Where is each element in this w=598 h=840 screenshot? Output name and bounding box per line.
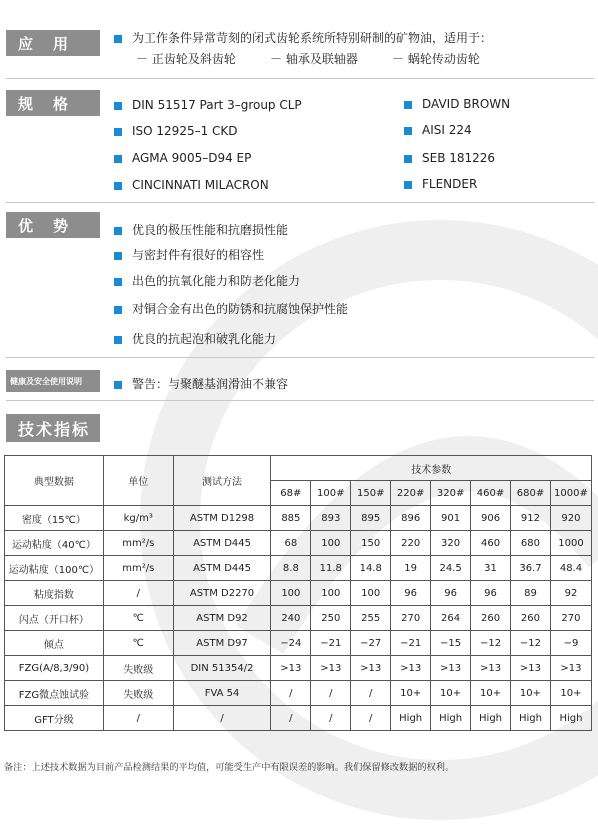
- value-cell: High: [471, 706, 511, 731]
- value-cell: 901: [431, 506, 471, 531]
- grade-header: 220#: [391, 481, 431, 506]
- value-cell: 250: [311, 606, 351, 631]
- value-cell: 895: [351, 506, 391, 531]
- value-cell: /: [311, 706, 351, 731]
- value-cell: 100: [271, 581, 311, 606]
- value-cell: 24.5: [431, 556, 471, 581]
- value-cell: 240: [271, 606, 311, 631]
- advantage-item: 与密封件有很好的相容性: [114, 246, 264, 263]
- spec-item: CINCINNATI MILACRON: [114, 178, 269, 192]
- spec-item: AISI 224: [404, 123, 472, 137]
- table-body: [5, 506, 592, 731]
- row-unit: ℃: [103, 631, 173, 656]
- row-unit: mm²/s: [103, 531, 173, 556]
- advantage-item: 优良的抗起泡和破乳化能力: [114, 330, 276, 347]
- row-unit: 失败级: [103, 681, 173, 706]
- value-cell: >13: [391, 656, 431, 681]
- grade-header: 680#: [511, 481, 551, 506]
- bullet-square-icon: [404, 155, 412, 163]
- value-cell: 1000: [550, 531, 591, 556]
- value-cell: −12: [471, 631, 511, 656]
- bullet-square-icon: [114, 336, 122, 344]
- value-cell: High: [511, 706, 551, 731]
- value-cell: −9: [550, 631, 591, 656]
- row-unit: ℃: [103, 606, 173, 631]
- grade-header: 1000#: [550, 481, 591, 506]
- value-cell: 100: [311, 531, 351, 556]
- row-method: ASTM D445: [173, 531, 271, 556]
- bullet-square-icon: [114, 252, 122, 260]
- value-cell: 14.8: [351, 556, 391, 581]
- table-row: [5, 531, 592, 556]
- value-cell: High: [431, 706, 471, 731]
- table-row: [5, 706, 592, 731]
- bullet-square-icon: [114, 35, 122, 43]
- value-cell: 260: [511, 606, 551, 631]
- value-cell: 11.8: [311, 556, 351, 581]
- spec-item: SEB 181226: [404, 151, 495, 165]
- safety-warning: 警告：与聚醚基润滑油不兼容: [114, 375, 288, 392]
- row-unit: 失败级: [103, 656, 173, 681]
- value-cell: 89: [511, 581, 551, 606]
- value-cell: >13: [271, 656, 311, 681]
- advantage-item: 对铜合金有出色的防锈和抗腐蚀保护性能: [114, 300, 348, 317]
- value-cell: 896: [391, 506, 431, 531]
- row-method: DIN 51354/2: [173, 656, 271, 681]
- section-header-tech: 技术指标: [6, 414, 100, 442]
- grade-header: 68#: [271, 481, 311, 506]
- value-cell: 920: [550, 506, 591, 531]
- use-item: － 正齿轮及斜齿轮: [136, 52, 236, 66]
- footnote: 备注：上述技术数据为目前产品检测结果的平均值，可能受生产中有限误差的影响。我们保留修改数据的权利。: [4, 762, 455, 773]
- spec-item: FLENDER: [404, 177, 477, 191]
- table-row: [5, 631, 592, 656]
- value-cell: 150: [351, 531, 391, 556]
- row-method: ASTM D92: [173, 606, 271, 631]
- value-cell: −15: [431, 631, 471, 656]
- section-header-specs: 规格: [6, 90, 100, 116]
- row-label: 运动粘度（100℃）: [5, 556, 104, 581]
- value-cell: 48.4: [550, 556, 591, 581]
- value-cell: 96: [471, 581, 511, 606]
- bullet-square-icon: [114, 155, 122, 163]
- row-label: 倾点: [5, 631, 104, 656]
- table-row: [5, 606, 592, 631]
- value-cell: 10+: [511, 681, 551, 706]
- spec-item: ISO 12925–1 CKD: [114, 124, 238, 138]
- bullet-square-icon: [404, 127, 412, 135]
- use-item: － 轴承及联轴器: [270, 52, 358, 66]
- value-cell: High: [550, 706, 591, 731]
- value-cell: −21: [311, 631, 351, 656]
- bullet-square-icon: [114, 102, 122, 110]
- row-label: 闪点（开口杯）: [5, 606, 104, 631]
- table-row: [5, 556, 592, 581]
- value-cell: /: [271, 681, 311, 706]
- value-cell: >13: [511, 656, 551, 681]
- table-row: [5, 506, 592, 531]
- value-cell: /: [271, 706, 311, 731]
- spec-item: AGMA 9005–D94 EP: [114, 151, 251, 165]
- value-cell: 10+: [391, 681, 431, 706]
- value-cell: >13: [431, 656, 471, 681]
- section-header-safety: 健康及安全使用说明: [6, 370, 100, 392]
- value-cell: −12: [511, 631, 551, 656]
- row-method: ASTM D445: [173, 556, 271, 581]
- value-cell: 100: [351, 581, 391, 606]
- bullet-square-icon: [404, 181, 412, 189]
- divider: [6, 202, 594, 203]
- bullet-square-icon: [114, 306, 122, 314]
- value-cell: /: [351, 706, 391, 731]
- value-cell: >13: [550, 656, 591, 681]
- value-cell: −24: [271, 631, 311, 656]
- value-cell: >13: [471, 656, 511, 681]
- row-method: ASTM D97: [173, 631, 271, 656]
- row-label: 密度（15℃）: [5, 506, 104, 531]
- tech-spec-table: [4, 455, 592, 731]
- value-cell: 96: [391, 581, 431, 606]
- table-row: [5, 656, 592, 681]
- value-cell: 255: [351, 606, 391, 631]
- spec-item: DIN 51517 Part 3–group CLP: [114, 98, 302, 112]
- value-cell: −21: [391, 631, 431, 656]
- divider: [6, 78, 594, 79]
- value-cell: 100: [311, 581, 351, 606]
- bullet-square-icon: [404, 101, 412, 109]
- bullet-square-icon: [114, 128, 122, 136]
- value-cell: >13: [351, 656, 391, 681]
- advantage-item: 出色的抗氧化能力和防老化能力: [114, 272, 300, 289]
- row-unit: /: [103, 581, 173, 606]
- divider: [6, 357, 594, 358]
- value-cell: −27: [351, 631, 391, 656]
- row-method: ASTM D2270: [173, 581, 271, 606]
- col-header-unit: 单位: [103, 456, 173, 506]
- value-cell: 260: [471, 606, 511, 631]
- value-cell: 220: [391, 531, 431, 556]
- row-label: GFT分级: [5, 706, 104, 731]
- value-cell: 36.7: [511, 556, 551, 581]
- row-unit: /: [103, 706, 173, 731]
- bullet-square-icon: [114, 278, 122, 286]
- section-header-advantages: 优势: [6, 212, 100, 238]
- advantage-item: 优良的极压性能和抗磨损性能: [114, 221, 288, 238]
- value-cell: 31: [471, 556, 511, 581]
- col-header-method: 测试方法: [173, 456, 271, 506]
- value-cell: >13: [311, 656, 351, 681]
- value-cell: 893: [311, 506, 351, 531]
- value-cell: 270: [550, 606, 591, 631]
- grade-header: 460#: [471, 481, 511, 506]
- bullet-square-icon: [114, 381, 122, 389]
- spec-item: DAVID BROWN: [404, 97, 510, 111]
- value-cell: /: [351, 681, 391, 706]
- col-header-params: 技术参数: [271, 456, 592, 481]
- value-cell: 8.8: [271, 556, 311, 581]
- row-unit: mm²/s: [103, 556, 173, 581]
- value-cell: 912: [511, 506, 551, 531]
- row-label: FZG(A/8,3/90): [5, 656, 104, 681]
- value-cell: 10+: [431, 681, 471, 706]
- col-header-data: 典型数据: [5, 456, 104, 506]
- row-unit: kg/m³: [103, 506, 173, 531]
- grade-header: 320#: [431, 481, 471, 506]
- value-cell: /: [311, 681, 351, 706]
- row-label: FZG微点蚀试验: [5, 681, 104, 706]
- divider: [6, 400, 594, 401]
- table-row: [5, 581, 592, 606]
- value-cell: 10+: [550, 681, 591, 706]
- value-cell: 68: [271, 531, 311, 556]
- grade-header: 150#: [351, 481, 391, 506]
- bullet-square-icon: [114, 182, 122, 190]
- row-method: FVA 54: [173, 681, 271, 706]
- value-cell: 96: [431, 581, 471, 606]
- value-cell: High: [391, 706, 431, 731]
- row-label: 运动粘度（40℃）: [5, 531, 104, 556]
- value-cell: 885: [271, 506, 311, 531]
- row-method: /: [173, 706, 271, 731]
- section-header-application: 应用: [6, 30, 100, 56]
- value-cell: 10+: [471, 681, 511, 706]
- application-intro: 为工作条件异常苛刻的闭式齿轮系统所特别研制的矿物油，适用于：: [114, 29, 492, 46]
- value-cell: 270: [391, 606, 431, 631]
- row-label: 粘度指数: [5, 581, 104, 606]
- value-cell: 680: [511, 531, 551, 556]
- value-cell: 320: [431, 531, 471, 556]
- value-cell: 460: [471, 531, 511, 556]
- value-cell: 906: [471, 506, 511, 531]
- bullet-square-icon: [114, 227, 122, 235]
- grade-header: 100#: [311, 481, 351, 506]
- value-cell: 19: [391, 556, 431, 581]
- row-method: ASTM D1298: [173, 506, 271, 531]
- value-cell: 92: [550, 581, 591, 606]
- value-cell: 264: [431, 606, 471, 631]
- use-item: － 蜗轮传动齿轮: [392, 52, 480, 66]
- table-row: [5, 681, 592, 706]
